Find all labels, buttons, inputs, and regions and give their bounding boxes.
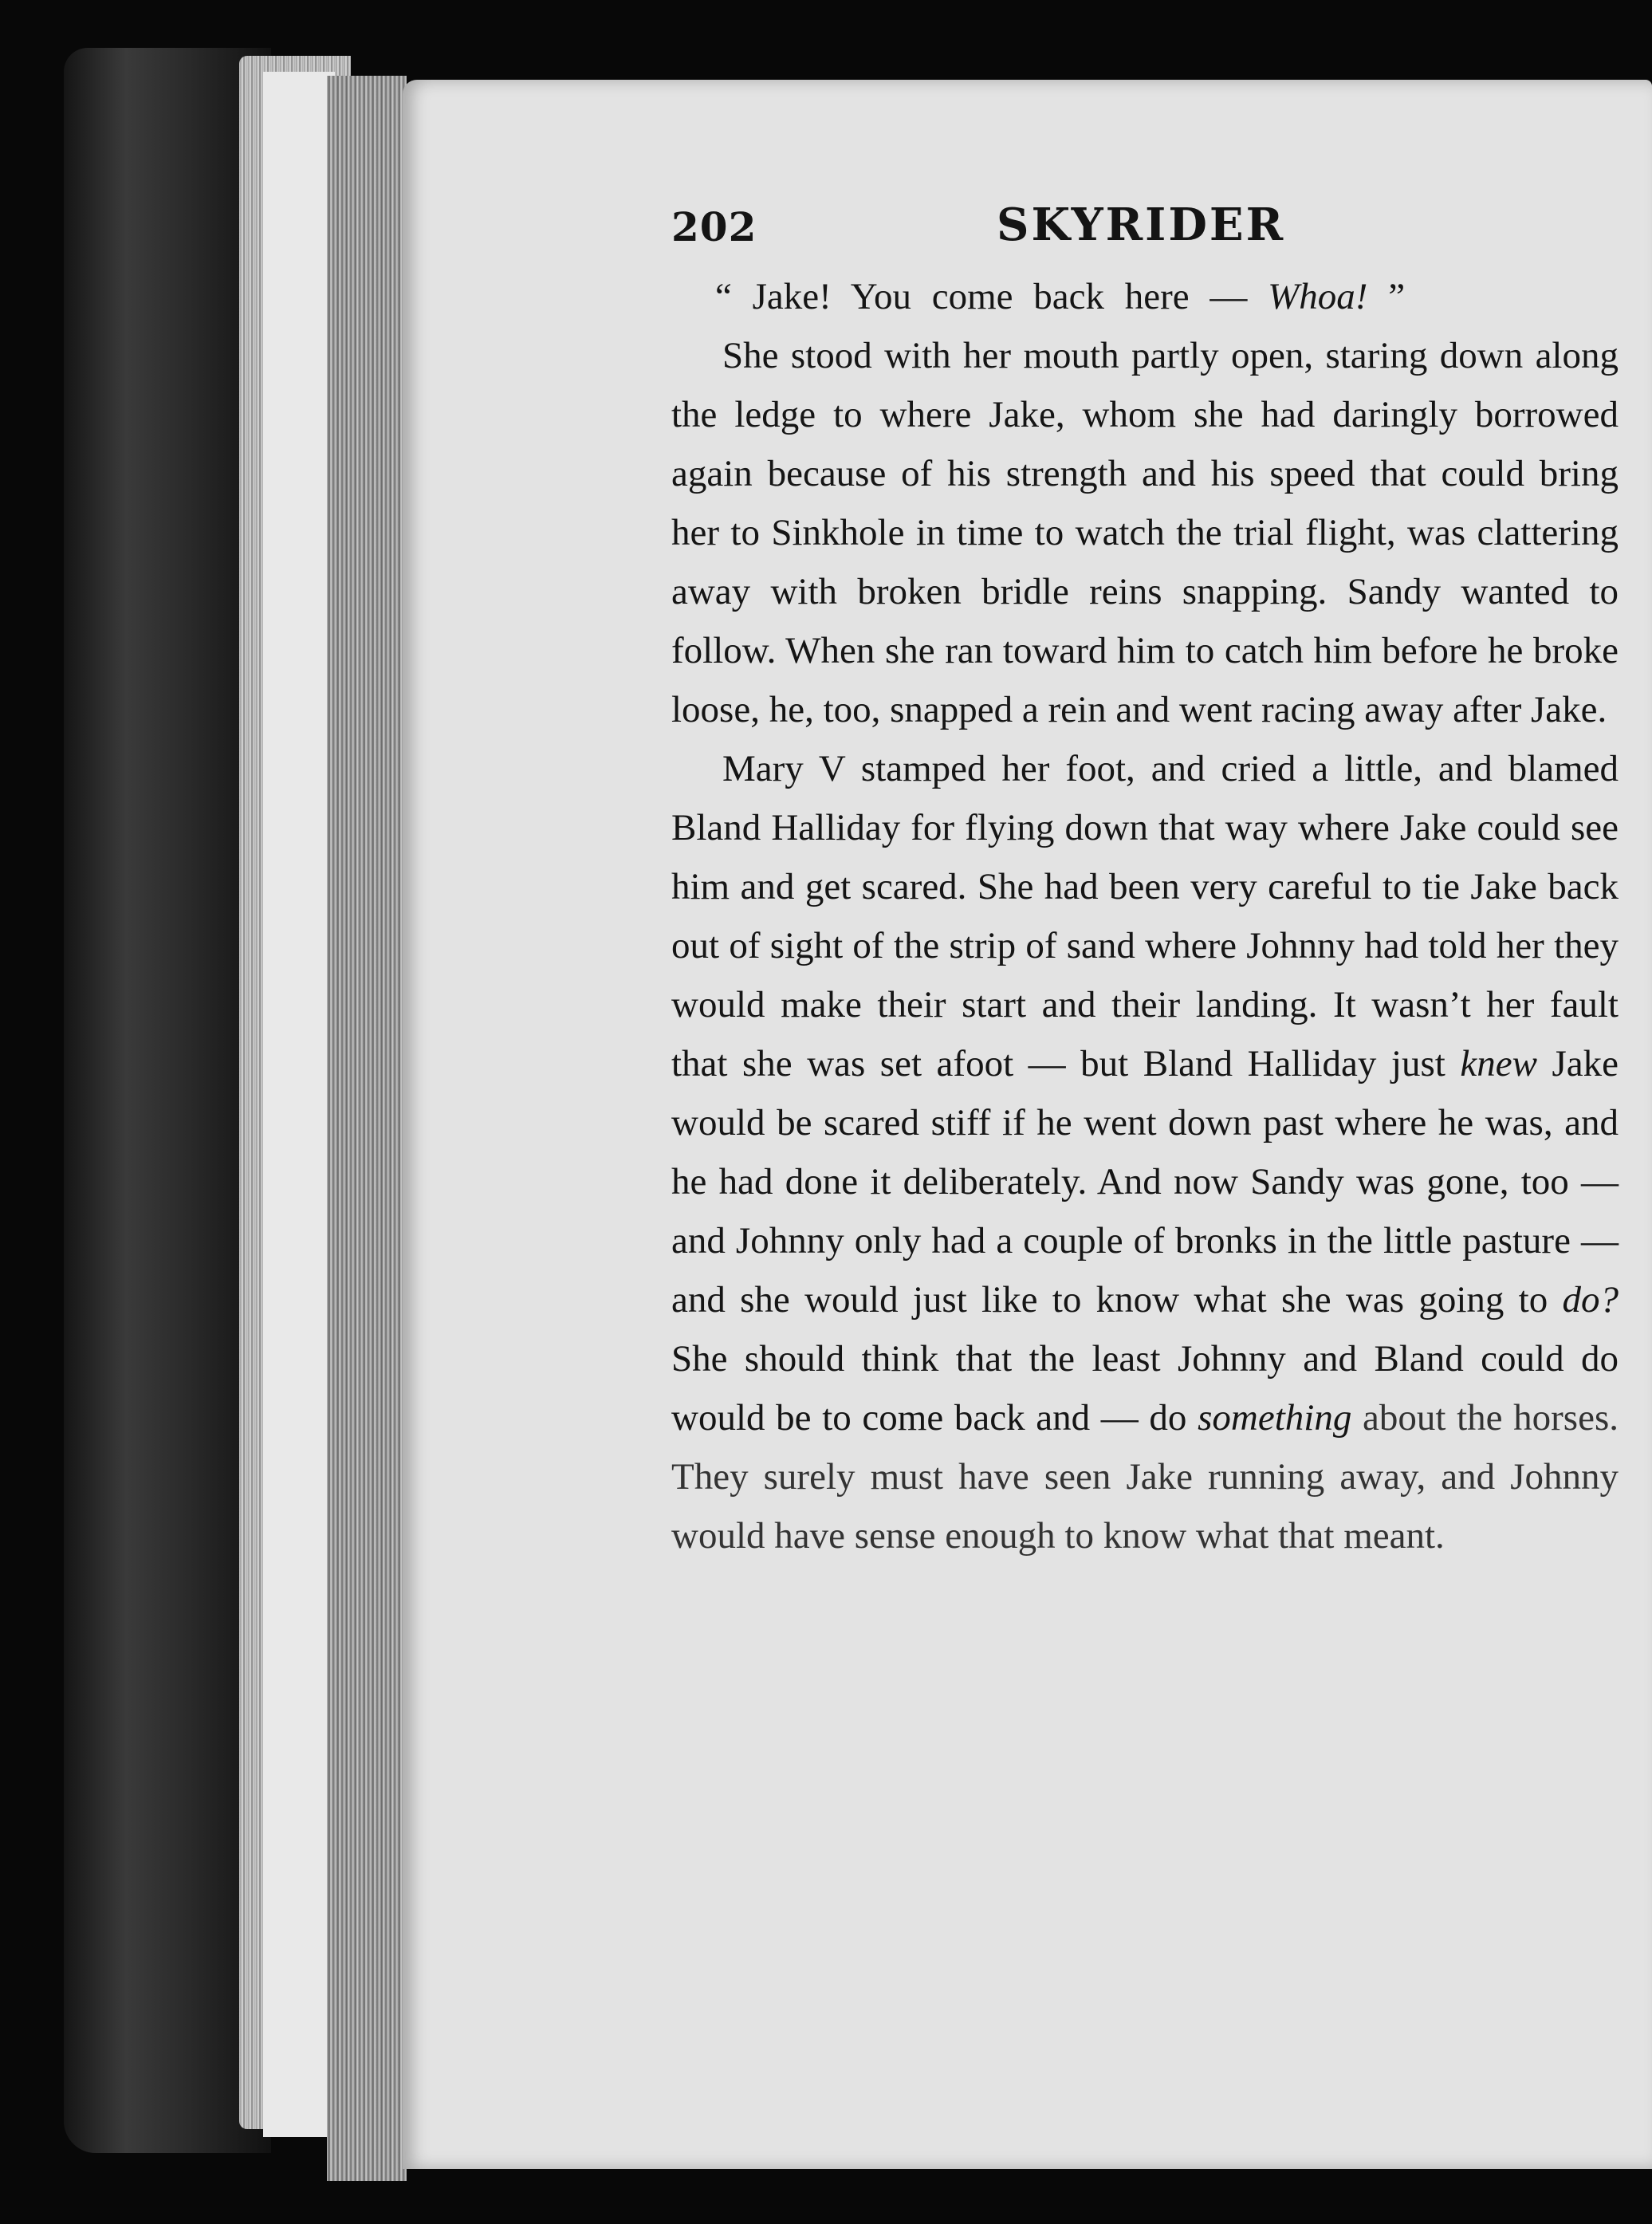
paragraph-2-emphasis-do: do? xyxy=(1562,1279,1619,1321)
body-text xyxy=(671,267,1619,1565)
dialogue-open: “ Jake! You come back here — xyxy=(715,276,1268,317)
page-content xyxy=(671,199,1619,1565)
paragraph-2-part3: She should think that the least Johnny and Bland could do would be to come back and — do xyxy=(671,1338,1619,1439)
paragraph-2-part4: about the horses. They surely must have seen Jake running away, and Johnny would have sense enough to know what that meant. xyxy=(671,1397,1619,1557)
page-edges-inner xyxy=(327,76,407,2181)
dialogue-close: ” xyxy=(1367,276,1406,317)
page-number: 202 xyxy=(671,203,757,250)
dialogue-line xyxy=(671,267,1619,326)
paragraph-2-part2: Jake would be scared stiff if he went down past where he was, and he had done it deliberately. And now Sandy was gone, too — and Johnny only had a couple of bronks in the little pasture — and she would just like to know what she was going to xyxy=(671,1043,1619,1321)
running-title: SKYRIDER xyxy=(997,199,1286,251)
back-page-strip xyxy=(263,72,335,2137)
book-page xyxy=(403,80,1652,2169)
dialogue-emphasis: Whoa! xyxy=(1268,276,1368,317)
paragraph-1: She stood with her mouth partly open, staring down along the ledge to where Jake, whom she had daringly borrowed again because of his strength and his speed that could bring her to Sinkhole in time to watch the trial flight, was clattering away with broken bridle reins snapping. Sandy wanted to follow. When she ran toward him to catch him before he broke loose, he, too, snapped a rein and went racing away after Jake. xyxy=(671,335,1619,730)
paragraph-2-emphasis-something: something xyxy=(1198,1397,1352,1439)
paragraph-2 xyxy=(671,739,1619,1565)
running-head xyxy=(671,199,1619,267)
paragraph-2-part1: Mary V stamped her foot, and cried a little, and blamed Bland Halliday for flying down that way where Jake could see him and get scared. She had been very careful to tie Jake back out of sight of the strip of sand where Johnny had told her they would make their start and their landing. It wasn’t her fault that she was set afoot — but Bland Halliday just xyxy=(671,748,1619,1084)
paragraph-2-emphasis-knew: knew xyxy=(1460,1043,1537,1084)
